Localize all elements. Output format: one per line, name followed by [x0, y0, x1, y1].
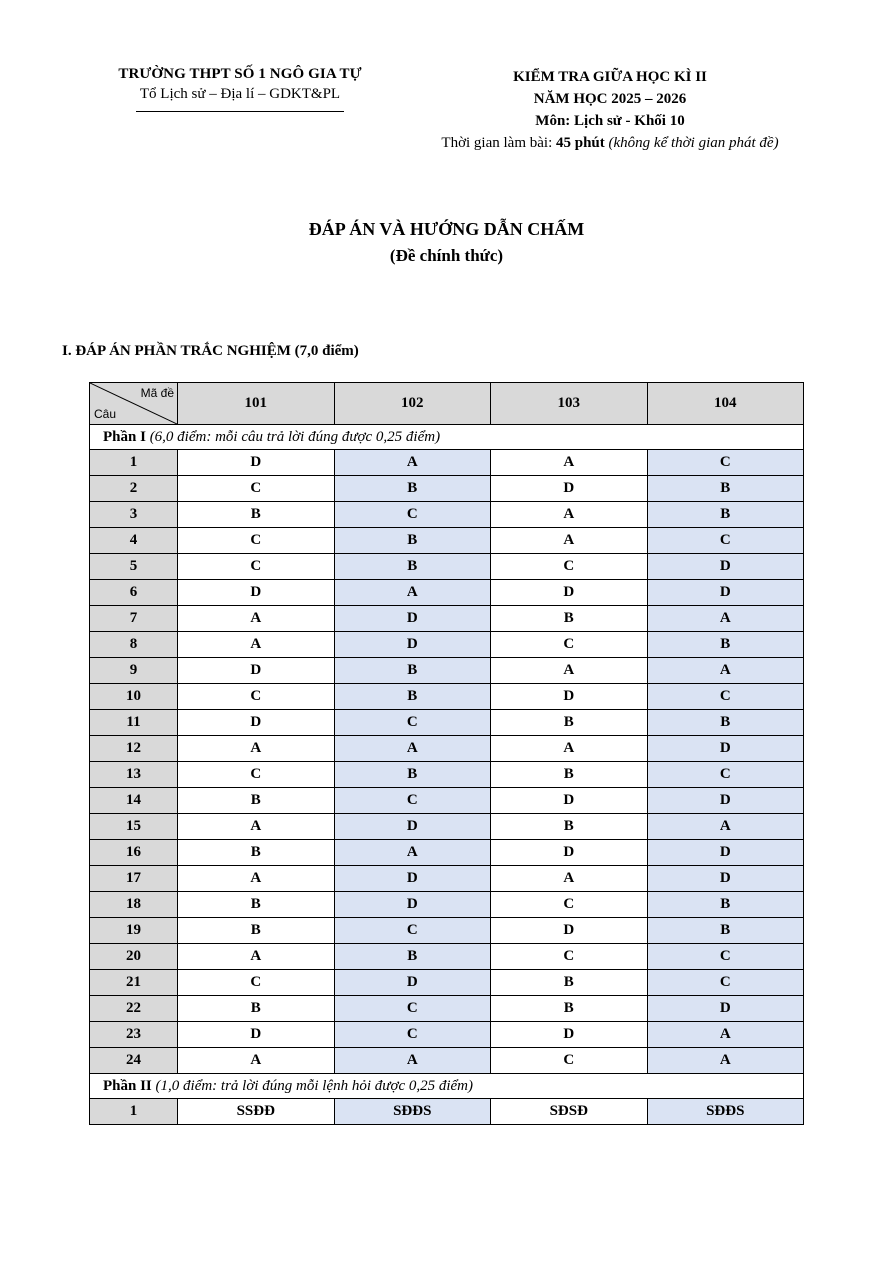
- table-row: [90, 918, 804, 944]
- table-row: [90, 684, 804, 710]
- answer-cell: B: [178, 996, 335, 1022]
- answer-cell: C: [647, 944, 804, 970]
- table-row: [90, 1099, 804, 1125]
- table-row: [90, 580, 804, 606]
- answer-cell: C: [178, 554, 335, 580]
- part-two-row: [90, 1074, 804, 1099]
- answer-cell: A: [178, 866, 335, 892]
- answer-cell: D: [491, 788, 648, 814]
- question-number: 7: [90, 606, 178, 632]
- document-subtitle: (Đề chính thức): [389, 246, 504, 265]
- question-number: 18: [90, 892, 178, 918]
- school-header: [60, 66, 420, 112]
- answer-cell: A: [178, 814, 335, 840]
- question-number: 11: [90, 710, 178, 736]
- question-number: 20: [90, 944, 178, 970]
- answer-cell: B: [334, 658, 491, 684]
- table-row: [90, 476, 804, 502]
- answer-cell: B: [491, 970, 648, 996]
- answer-cell: SĐĐS: [647, 1099, 804, 1125]
- answer-cell: A: [178, 632, 335, 658]
- question-number: 6: [90, 580, 178, 606]
- answer-cell: C: [178, 684, 335, 710]
- answer-cell: B: [647, 632, 804, 658]
- answer-cell: A: [178, 606, 335, 632]
- answer-cell: B: [491, 762, 648, 788]
- question-number: 10: [90, 684, 178, 710]
- answer-cell: C: [334, 1022, 491, 1048]
- answer-cell: C: [647, 528, 804, 554]
- school-name: TRƯỜNG THPT SỐ 1 NGÔ GIA TỰ: [118, 66, 362, 82]
- answer-cell: A: [647, 1022, 804, 1048]
- question-number: 9: [90, 658, 178, 684]
- answer-cell: A: [647, 658, 804, 684]
- answer-cell: D: [647, 554, 804, 580]
- school-year: NĂM HỌC 2025 – 2026: [533, 91, 687, 107]
- answer-cell: D: [647, 788, 804, 814]
- department-name: Tổ Lịch sử – Địa lí – GDKT&PL: [139, 86, 341, 102]
- answer-cell: A: [334, 840, 491, 866]
- answer-key-table: [89, 382, 804, 1125]
- exam-title: KIỂM TRA GIỮA HỌC KÌ II: [513, 69, 707, 85]
- answer-cell: B: [491, 814, 648, 840]
- table-row: [90, 814, 804, 840]
- answer-cell: B: [647, 710, 804, 736]
- code-header: 103: [491, 383, 648, 425]
- answer-cell: D: [491, 840, 648, 866]
- corner-label-code: Mã đề: [140, 386, 174, 400]
- answer-cell: B: [647, 892, 804, 918]
- table-row: [90, 528, 804, 554]
- answer-cell: D: [178, 450, 335, 476]
- answer-cell: C: [334, 788, 491, 814]
- table-row: [90, 866, 804, 892]
- table-row: [90, 762, 804, 788]
- answer-cell: D: [334, 866, 491, 892]
- answer-cell: C: [491, 554, 648, 580]
- answer-cell: SSĐĐ: [178, 1099, 335, 1125]
- answer-cell: C: [178, 970, 335, 996]
- answer-cell: B: [647, 476, 804, 502]
- answer-cell: SĐĐS: [334, 1099, 491, 1125]
- answer-cell: D: [491, 1022, 648, 1048]
- table-row: [90, 502, 804, 528]
- question-number: 17: [90, 866, 178, 892]
- question-number: 24: [90, 1048, 178, 1074]
- table-header-row: [90, 383, 804, 425]
- answer-cell: D: [334, 892, 491, 918]
- answer-cell: C: [178, 528, 335, 554]
- table-corner-cell: [90, 383, 178, 425]
- answer-cell: B: [334, 944, 491, 970]
- header-underline: [136, 111, 344, 112]
- answer-cell: A: [334, 580, 491, 606]
- answer-cell: B: [491, 606, 648, 632]
- part-one-row: [90, 425, 804, 450]
- duration-value: 45 phút: [556, 135, 605, 151]
- answer-cell: A: [178, 1048, 335, 1074]
- answer-cell: A: [334, 736, 491, 762]
- part-one-row-label: Phần I: [103, 428, 146, 445]
- answer-cell: B: [178, 918, 335, 944]
- answer-cell: C: [647, 762, 804, 788]
- answer-cell: D: [178, 1022, 335, 1048]
- table-row: [90, 944, 804, 970]
- question-number: 1: [90, 1099, 178, 1125]
- answer-cell: A: [647, 814, 804, 840]
- question-number: 21: [90, 970, 178, 996]
- answer-cell: A: [491, 658, 648, 684]
- answer-cell: C: [491, 944, 648, 970]
- table-row: [90, 450, 804, 476]
- table-row: [90, 996, 804, 1022]
- part-one-row-note: (6,0 điểm: mỗi câu trả lời đúng được 0,25 điểm): [145, 428, 441, 445]
- exam-duration: [400, 132, 820, 154]
- answer-cell: B: [647, 918, 804, 944]
- table-row: [90, 658, 804, 684]
- answer-cell: D: [334, 632, 491, 658]
- answer-cell: A: [334, 1048, 491, 1074]
- table-row: [90, 788, 804, 814]
- answer-cell: D: [491, 684, 648, 710]
- table-row: [90, 554, 804, 580]
- answer-cell: B: [178, 502, 335, 528]
- answer-cell: C: [491, 632, 648, 658]
- answer-cell: C: [647, 450, 804, 476]
- answer-cell: C: [178, 476, 335, 502]
- question-number: 8: [90, 632, 178, 658]
- question-number: 19: [90, 918, 178, 944]
- question-number: 22: [90, 996, 178, 1022]
- answer-cell: D: [647, 996, 804, 1022]
- answer-cell: D: [647, 866, 804, 892]
- answer-cell: B: [334, 762, 491, 788]
- answer-cell: C: [334, 918, 491, 944]
- answer-cell: B: [334, 476, 491, 502]
- answer-cell: A: [491, 450, 648, 476]
- subject: Môn: Lịch sử - Khối 10: [535, 113, 685, 129]
- question-number: 4: [90, 528, 178, 554]
- question-number: 14: [90, 788, 178, 814]
- answer-cell: D: [334, 814, 491, 840]
- table-row: [90, 1022, 804, 1048]
- answer-cell: C: [491, 1048, 648, 1074]
- answer-cell: B: [334, 528, 491, 554]
- document-title: ĐÁP ÁN VÀ HƯỚNG DẪN CHẤM: [308, 219, 585, 239]
- answer-cell: D: [178, 710, 335, 736]
- answer-cell: D: [334, 970, 491, 996]
- code-header: 102: [334, 383, 491, 425]
- answer-cell: C: [334, 502, 491, 528]
- answer-cell: D: [647, 840, 804, 866]
- answer-cell: A: [647, 1048, 804, 1074]
- answer-cell: B: [491, 710, 648, 736]
- answer-cell: D: [178, 658, 335, 684]
- question-number: 2: [90, 476, 178, 502]
- answer-cell: D: [491, 918, 648, 944]
- code-header: 101: [178, 383, 335, 425]
- part-two-row-label: Phần II: [103, 1077, 152, 1094]
- question-number: 12: [90, 736, 178, 762]
- table-row: [90, 736, 804, 762]
- answer-cell: A: [491, 736, 648, 762]
- answer-cell: B: [334, 554, 491, 580]
- question-number: 16: [90, 840, 178, 866]
- answer-cell: D: [647, 736, 804, 762]
- part-two-row-cell: [90, 1074, 804, 1099]
- corner-label-question: Câu: [94, 407, 117, 421]
- answer-cell: B: [334, 684, 491, 710]
- table-row: [90, 840, 804, 866]
- exam-header: [400, 66, 820, 154]
- duration-note: (không kể thời gian phát đề): [608, 135, 779, 151]
- answer-cell: D: [334, 606, 491, 632]
- table-row: [90, 970, 804, 996]
- table-row: [90, 632, 804, 658]
- answer-cell: D: [491, 580, 648, 606]
- question-number: 13: [90, 762, 178, 788]
- answer-cell: A: [491, 502, 648, 528]
- answer-cell: B: [178, 892, 335, 918]
- answer-cell: C: [334, 996, 491, 1022]
- answer-cell: B: [178, 788, 335, 814]
- answer-cell: D: [647, 580, 804, 606]
- answer-cell: B: [647, 502, 804, 528]
- answer-cell: A: [647, 606, 804, 632]
- table-row: [90, 1048, 804, 1074]
- answer-cell: D: [491, 476, 648, 502]
- question-number: 3: [90, 502, 178, 528]
- part-one-row-cell: [90, 425, 804, 450]
- question-number: 5: [90, 554, 178, 580]
- answer-cell: A: [491, 528, 648, 554]
- section-heading: I. ĐÁP ÁN PHẦN TRẮC NGHIỆM (7,0 điểm): [62, 343, 359, 359]
- table-row: [90, 892, 804, 918]
- table-row: [90, 606, 804, 632]
- answer-cell: B: [178, 840, 335, 866]
- answer-cell: SĐSĐ: [491, 1099, 648, 1125]
- answer-cell: A: [334, 450, 491, 476]
- answer-cell: C: [647, 684, 804, 710]
- duration-prefix: Thời gian làm bài:: [441, 135, 556, 151]
- answer-cell: C: [647, 970, 804, 996]
- answer-cell: A: [178, 736, 335, 762]
- question-number: 23: [90, 1022, 178, 1048]
- part-two-row-note: (1,0 điểm: trả lời đúng mỗi lệnh hỏi được 0,25 điểm): [151, 1077, 474, 1094]
- answer-cell: C: [491, 892, 648, 918]
- question-number: 15: [90, 814, 178, 840]
- question-number: 1: [90, 450, 178, 476]
- answer-cell: D: [178, 580, 335, 606]
- table-row: [90, 710, 804, 736]
- answer-cell: A: [491, 866, 648, 892]
- answer-cell: C: [178, 762, 335, 788]
- code-header: 104: [647, 383, 804, 425]
- answer-cell: C: [334, 710, 491, 736]
- answer-cell: B: [491, 996, 648, 1022]
- answer-cell: A: [178, 944, 335, 970]
